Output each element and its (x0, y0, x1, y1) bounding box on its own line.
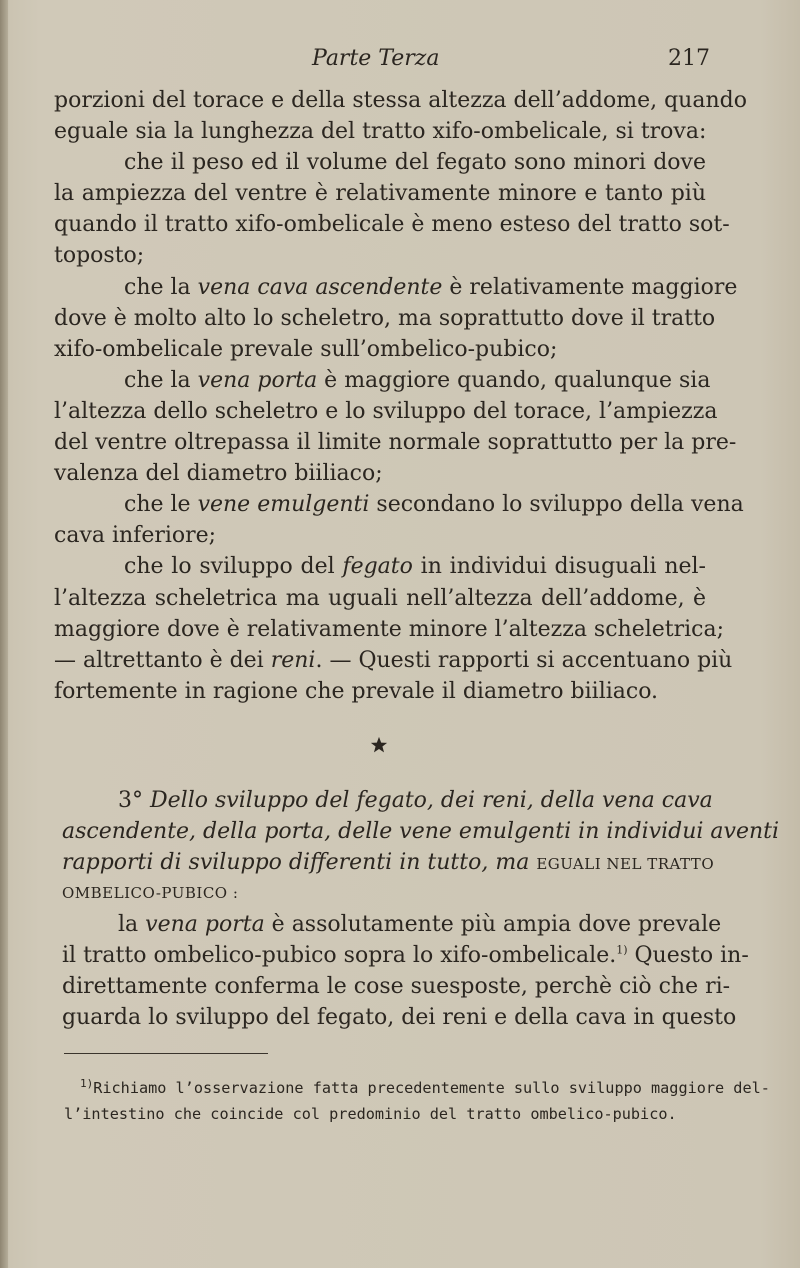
footnote-reference[interactable]: 1) (616, 943, 628, 957)
text-line: l’altezza dello scheletro e lo sviluppo del torace, l’ampiezza (54, 398, 718, 424)
text-line: toposto; (54, 243, 145, 269)
footnote-divider (64, 1053, 268, 1054)
text-line: del ventre oltrepassa il limite normale soprattutto per la pre- (54, 430, 737, 456)
text-line: valenza del diametro biiliaco; (54, 461, 383, 487)
italic-term: vena cava ascendente (197, 274, 443, 300)
main-text (54, 85, 747, 707)
page-number: 217 (668, 46, 710, 71)
italic-term: vene emulgenti (197, 492, 370, 518)
text-span: secondano lo sviluppo della vena (369, 492, 744, 518)
text-span: è assolutamente più ampia dove prevale (264, 912, 722, 937)
text-span: che lo sviluppo del (124, 554, 343, 580)
small-caps-heading: EGUALI NEL TRATTO (536, 855, 715, 873)
italic-term: vena porta (197, 367, 318, 393)
text-span: — altrettanto è dei (54, 647, 271, 673)
text-line: maggiore dove è relativamente minore l’altezza scheletrica; (54, 616, 725, 642)
italic-heading: Dello sviluppo del fegato, dei reni, della vena cava (150, 788, 713, 813)
text-line: quando il tratto xifo-ombelicale è meno esteso del tratto sot- (54, 212, 730, 238)
section-heading-line (62, 785, 713, 816)
text-span: è maggiore quando, qualunque sia (317, 367, 711, 393)
section-heading-line (62, 847, 715, 878)
footnote-line: l’intestino che coincide col predominio del tratto ombelico-pubico. (64, 1105, 677, 1123)
text-span: il tratto ombelico-pubico sopra lo xifo-ombelicale. (62, 943, 617, 968)
footnote-line (64, 1075, 770, 1101)
text-line: xifo-ombelicale prevale sull’ombelico-pubico; (54, 336, 558, 362)
page-binding-edge (0, 0, 8, 1268)
section-3 (62, 785, 780, 1033)
text-line: che il peso ed il volume del fegato sono minori dove (124, 150, 706, 176)
asterism-star-icon (370, 736, 388, 754)
text-span: che la (124, 274, 198, 300)
running-title: Parte Terza (312, 46, 440, 71)
text-span: la (118, 912, 146, 937)
text-span: è relativamente maggiore (442, 274, 738, 300)
text-line: guarda lo sviluppo del fegato, dei reni e della cava in questo (62, 1005, 737, 1030)
text-line (54, 272, 738, 303)
text-line: dove è molto alto lo scheletro, ma soprattutto dove il tratto (54, 305, 716, 331)
text-line: fortemente in ragione che prevale il diametro biiliaco. (54, 678, 659, 704)
text-span: . — Questi rapporti si accentuano più (315, 647, 733, 673)
text-line: cava inferiore; (54, 523, 217, 549)
section-heading-line: ascendente, della porta, delle vene emulgenti in individui aventi (62, 819, 780, 844)
page-header (0, 46, 800, 80)
text-span: Questo in- (627, 943, 749, 968)
text-line (54, 645, 733, 676)
star-shape (371, 737, 387, 752)
section-number: 3° (118, 788, 150, 813)
italic-heading: rapporti di sviluppo differenti in tutto, ma (62, 850, 537, 875)
text-line: porzioni del torace e della stessa altezza dell’addome, quando (54, 88, 747, 113)
text-line (62, 909, 722, 940)
text-span: che la (124, 367, 198, 393)
italic-term: fegato (342, 554, 413, 580)
footnote (64, 1075, 770, 1127)
footnote-marker: 1) (80, 1076, 94, 1090)
text-line: l’altezza scheletrica ma uguali nell’altezza dell’addome, è (54, 585, 706, 611)
text-span: in individui disuguali nel- (412, 554, 706, 580)
text-line: la ampiezza del ventre è relativamente minore e tanto più (54, 181, 706, 207)
text-line: direttamente conferma le cose suesposte, perchè ciò che ri- (62, 974, 731, 999)
text-span: che le (124, 492, 198, 518)
italic-term: vena porta (145, 912, 265, 937)
text-line (62, 940, 749, 971)
italic-term: reni (270, 647, 316, 673)
text-line (54, 365, 711, 396)
text-line: eguale sia la lunghezza del tratto xifo-ombelicale, si trova: (54, 119, 707, 145)
text-line (54, 489, 744, 520)
text-line (54, 551, 706, 582)
section-heading-line: OMBELICO-PUBICO : (62, 884, 239, 902)
footnote-text: Richiamo l’osservazione fatta precedentemente sullo sviluppo maggiore del- (93, 1079, 770, 1097)
